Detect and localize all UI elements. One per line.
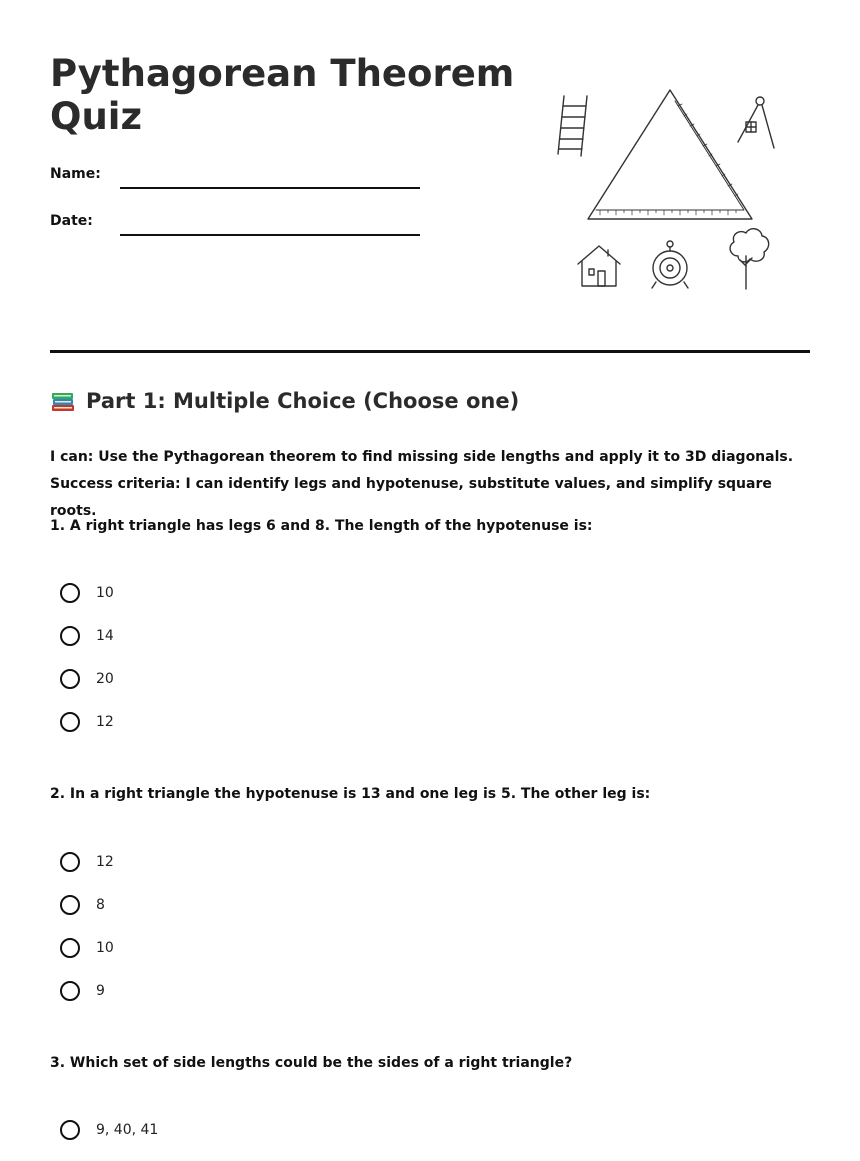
option-label: 12 [96,854,114,870]
option-label: 8 [96,897,105,913]
q2-option-2[interactable] [60,892,105,918]
q1-option-1[interactable] [60,580,114,606]
q1-option-4[interactable] [60,709,114,735]
question-2: 2. In a right triangle the hypotenuse is 13 and one leg is 5. The other leg is: [50,786,651,802]
name-field[interactable] [120,187,420,189]
q2-option-3[interactable] [60,935,114,961]
radio-button[interactable] [60,981,80,1001]
radio-button[interactable] [60,669,80,689]
option-label: 9 [96,983,105,999]
q1-option-2[interactable] [60,623,114,649]
option-label: 10 [96,585,114,601]
question-3: 3. Which set of side lengths could be the sides of a right triangle? [50,1055,573,1071]
radio-button[interactable] [60,852,80,872]
option-label: 9, 40, 41 [96,1122,159,1138]
option-label: 20 [96,671,114,687]
radio-button[interactable] [60,626,80,646]
ruler-triangle-icon [588,90,752,219]
success-criteria: Success criteria: I can identify legs and hypotenuse, substitute values, and simplify square roots. [50,476,772,519]
q1-option-3[interactable] [60,666,114,692]
option-label: 12 [96,714,114,730]
learning-objectives [50,444,820,525]
compass-icon [738,97,774,148]
ladder-icon [558,96,587,156]
q2-option-1[interactable] [60,849,114,875]
books-icon [50,388,76,414]
date-label: Date: [50,213,93,229]
radio-button[interactable] [60,895,80,915]
name-label: Name: [50,166,101,182]
date-field[interactable] [120,234,420,236]
option-label: 14 [96,628,114,644]
quiz-title: Pythagorean Theorem Quiz [50,52,515,138]
option-label: 10 [96,940,114,956]
house-icon [578,246,620,286]
question-1: 1. A right triangle has legs 6 and 8. The length of the hypotenuse is: [50,518,593,534]
q2-option-4[interactable] [60,978,105,1004]
radio-button[interactable] [60,1120,80,1140]
header-divider [50,350,810,353]
radio-button[interactable] [60,712,80,732]
i-can-statement: I can: Use the Pythagorean theorem to find missing side lengths and apply it to 3D diagonals. [50,449,794,465]
tree-icon [730,229,769,289]
radio-button[interactable] [60,583,80,603]
part1-title [50,388,519,414]
radio-button[interactable] [60,938,80,958]
q3-option-1[interactable] [60,1117,158,1143]
stopwatch-icon [652,241,688,288]
part1-title-text: Part 1: Multiple Choice (Choose one) [86,389,520,413]
header-illustration [550,86,790,296]
